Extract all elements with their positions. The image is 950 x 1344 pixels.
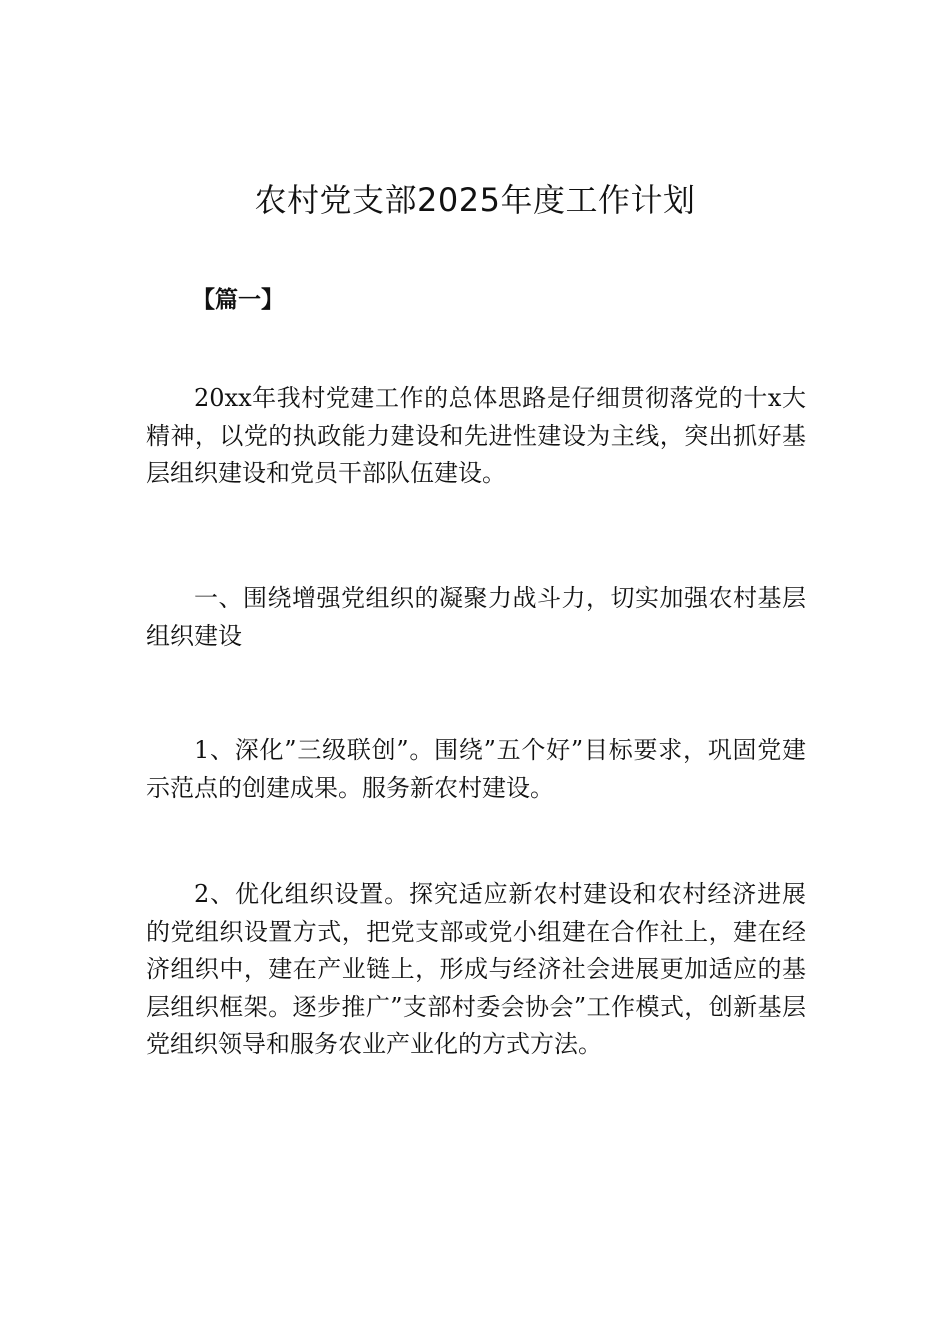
intro-paragraph: 20xx年我村党建工作的总体思路是仔细贯彻落党的十x大精神，以党的执政能力建设和先进性建设为主线，突出抓好基层组织建设和党员干部队伍建设。 bbox=[146, 384, 806, 488]
item-2-paragraph: 2、优化组织设置。探究适应新农村建设和农村经济进展的党组织设置方式，把党支部或党小组建在合作社上，建在经济组织中，建在产业链上，形成与经济社会进展更加适应的基层组织框架。逐步推广”支部村委会协会”工作模式，创新基层党组织领导和服务农业产业化的方式方法。 bbox=[146, 880, 806, 1059]
section-tag: 【篇一】 bbox=[192, 287, 284, 313]
section-heading-paragraph: 一、围绕增强党组织的凝聚力战斗力，切实加强农村基层组织建设 bbox=[146, 584, 806, 650]
document-title: 农村党支部2025年度工作计划 bbox=[254, 181, 696, 219]
item-1-paragraph: 1、深化”三级联创”。围绕”五个好”目标要求，巩固党建示范点的创建成果。服务新农村建设。 bbox=[146, 736, 806, 802]
